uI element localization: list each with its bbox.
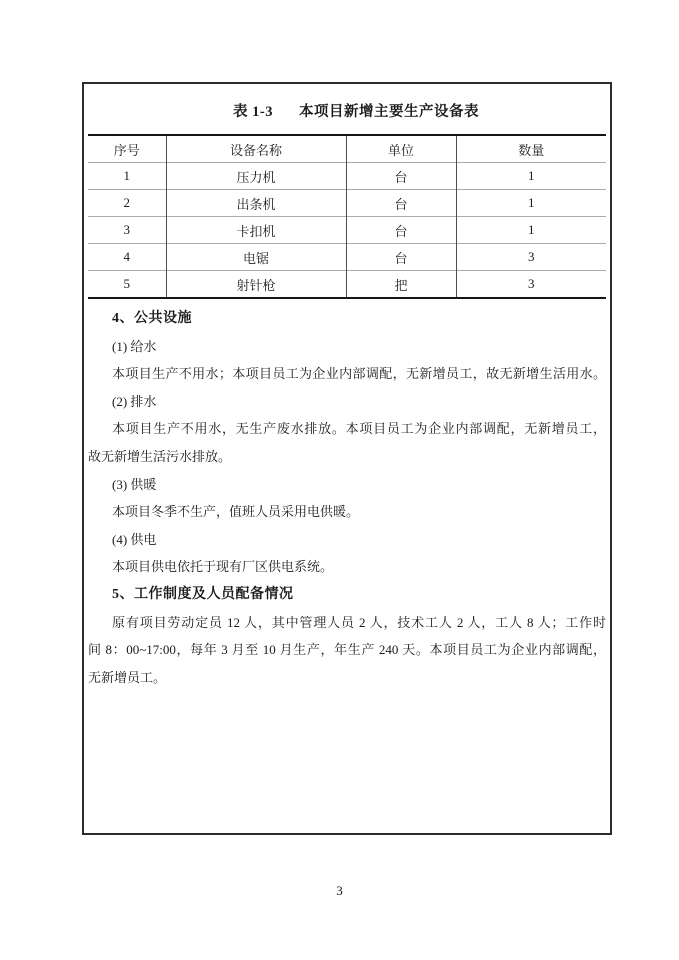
paragraph-line: (3) 供暖 [112,476,157,492]
table-caption [88,84,606,134]
table-row [88,217,606,244]
column-header-name: 设备名称 [166,135,346,163]
table-cell: 台 [346,217,456,244]
column-header-quantity: 数量 [456,135,606,163]
table-row [88,163,606,190]
table-cell: 1 [456,163,606,190]
table-row [88,271,606,299]
table-cell: 1 [456,190,606,217]
body-text-section [88,305,606,691]
paragraph-line: 无新增员工。 [88,669,167,685]
page-content [84,84,610,691]
table-cell: 台 [346,163,456,190]
table-cell: 3 [456,271,606,299]
paragraph-line: 本项目供电依托于现有厂区供电系统。 [112,559,334,575]
paragraph-line: 故无新增生活污水排放。 [88,448,232,464]
table-cell: 出条机 [166,190,346,217]
table-cell: 台 [346,190,456,217]
table-cell: 4 [88,244,166,271]
table-cell: 5 [88,271,166,299]
section-heading: 5、工作制度及人员配备情况 [112,586,294,602]
table-header-row [88,135,606,163]
column-header-index: 序号 [113,142,140,158]
table-row [88,244,606,271]
table-caption-text: 本项目新增主要生产设备表 [298,104,479,120]
paragraph-line: 本项目生产不用水，无生产废水排放。本项目员工为企业内部调配，无新增员工， [112,421,606,437]
column-header-unit: 单位 [346,135,456,163]
table-cell: 3 [456,244,606,271]
page-frame [82,82,612,835]
paragraph-line: (2) 排水 [112,393,157,409]
table-cell: 1 [88,163,166,190]
page-number: 3 [336,883,343,898]
table-cell: 3 [88,217,166,244]
table-cell: 卡扣机 [166,217,346,244]
table-cell: 台 [346,244,456,271]
table-row [88,190,606,217]
paragraph-line: (4) 供电 [112,531,157,547]
paragraph-line: 间 8：00~17:00，每年 3 月至 10 月生产，年生产 240 天。本项目员工为企业内部调配， [88,642,606,658]
table-cell: 2 [88,190,166,217]
paragraph-line: 本项目冬季不生产，值班人员采用电供暖。 [112,504,360,520]
table-cell: 压力机 [166,163,346,190]
table-cell: 1 [456,217,606,244]
table-caption-label: 表 1-3 [233,104,273,120]
equipment-table [88,134,606,299]
table-cell: 电锯 [166,244,346,271]
paragraph-line: 本项目生产不用水；本项目员工为企业内部调配，无新增员工，故无新增生活用水。 [112,366,606,382]
section-heading: 4、公共设施 [112,311,192,326]
paragraph-line: 原有项目劳动定员 12 人，其中管理人员 2 人，技术工人 2 人，工人 8 人；工作时 [112,614,606,630]
table-cell: 射针枪 [166,271,346,299]
table-cell: 把 [346,271,456,299]
paragraph-line: (1) 给水 [112,338,157,354]
